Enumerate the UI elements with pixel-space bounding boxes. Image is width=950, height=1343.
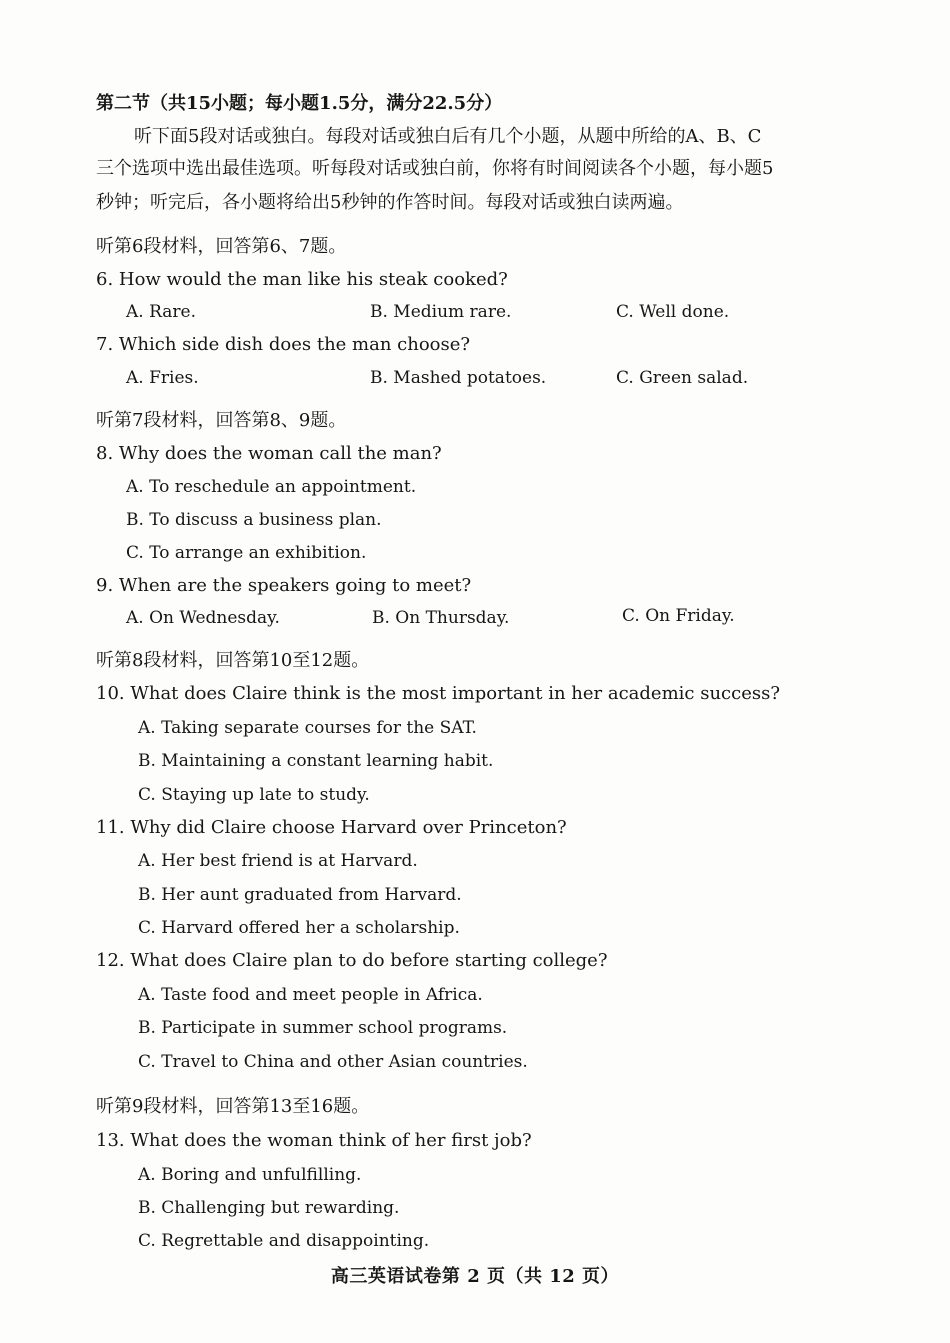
option-a: A. Taste food and meet people in Africa. [138,985,483,1005]
option-b: B. Maintaining a constant learning habit. [138,751,494,771]
option-a: A. On Wednesday. [126,608,280,628]
option-c: C. Well done. [616,302,730,322]
option-a: A. Boring and unfulfilling. [138,1165,362,1185]
instruction-line-3: 秒钟；听完后，各小题将给出5秒钟的作答时间。每段对话或独白读两遍。 [96,192,684,213]
option-a: A. Taking separate courses for the SAT. [138,718,477,738]
question-stem: 10. What does Claire think is the most important in her academic success? [96,683,780,704]
option-a: A. Rare. [126,302,197,322]
option-b: B. Challenging but rewarding. [138,1198,400,1218]
option-c: C. Green salad. [616,368,749,388]
option-c: C. Travel to China and other Asian countries. [138,1052,528,1072]
instruction-line-1: 听下面5段对话或独白。每段对话或独白后有几个小题，从题中所给的A、B、C [134,126,762,147]
question-stem: 8. Why does the woman call the man? [96,443,442,464]
question-stem: 11. Why did Claire choose Harvard over Princeton? [96,817,567,838]
question-stem: 9. When are the speakers going to meet? [96,575,472,596]
option-b: B. Medium rare. [370,302,512,322]
option-a: A. Her best friend is at Harvard. [138,851,418,871]
question-stem: 7. Which side dish does the man choose? [96,334,471,355]
instruction-line-2: 三个选项中选出最佳选项。听每段对话或独白前，你将有时间阅读各个小题，每小题5 [96,158,774,179]
group-label: 听第9段材料，回答第13至16题。 [96,1096,370,1117]
option-b: B. Participate in summer school programs. [138,1018,508,1038]
section-title: 第二节（共15小题；每小题1.5分，满分22.5分） [96,93,503,114]
question-stem: 12. What does Claire plan to do before starting college? [96,950,608,971]
option-b: B. On Thursday. [372,608,510,628]
page-footer: 高三英语试卷第 2 页（共 12 页） [330,1266,620,1287]
group-label: 听第6段材料，回答第6、7题。 [96,236,347,257]
group-label: 听第8段材料，回答第10至12题。 [96,650,370,671]
option-c: C. To arrange an exhibition. [126,543,367,563]
option-b: B. Her aunt graduated from Harvard. [138,885,462,905]
option-c: C. Regrettable and disappointing. [138,1231,430,1251]
group-label: 听第7段材料，回答第8、9题。 [96,410,347,431]
option-b: B. To discuss a business plan. [126,510,382,530]
option-c: C. On Friday. [622,606,735,626]
option-a: A. To reschedule an appointment. [126,477,417,497]
option-c: C. Harvard offered her a scholarship. [138,918,460,938]
option-b: B. Mashed potatoes. [370,368,547,388]
option-a: A. Fries. [126,368,199,388]
option-c: C. Staying up late to study. [138,785,370,805]
question-stem: 6. How would the man like his steak cooked? [96,269,508,290]
question-stem: 13. What does the woman think of her first job? [96,1130,532,1151]
